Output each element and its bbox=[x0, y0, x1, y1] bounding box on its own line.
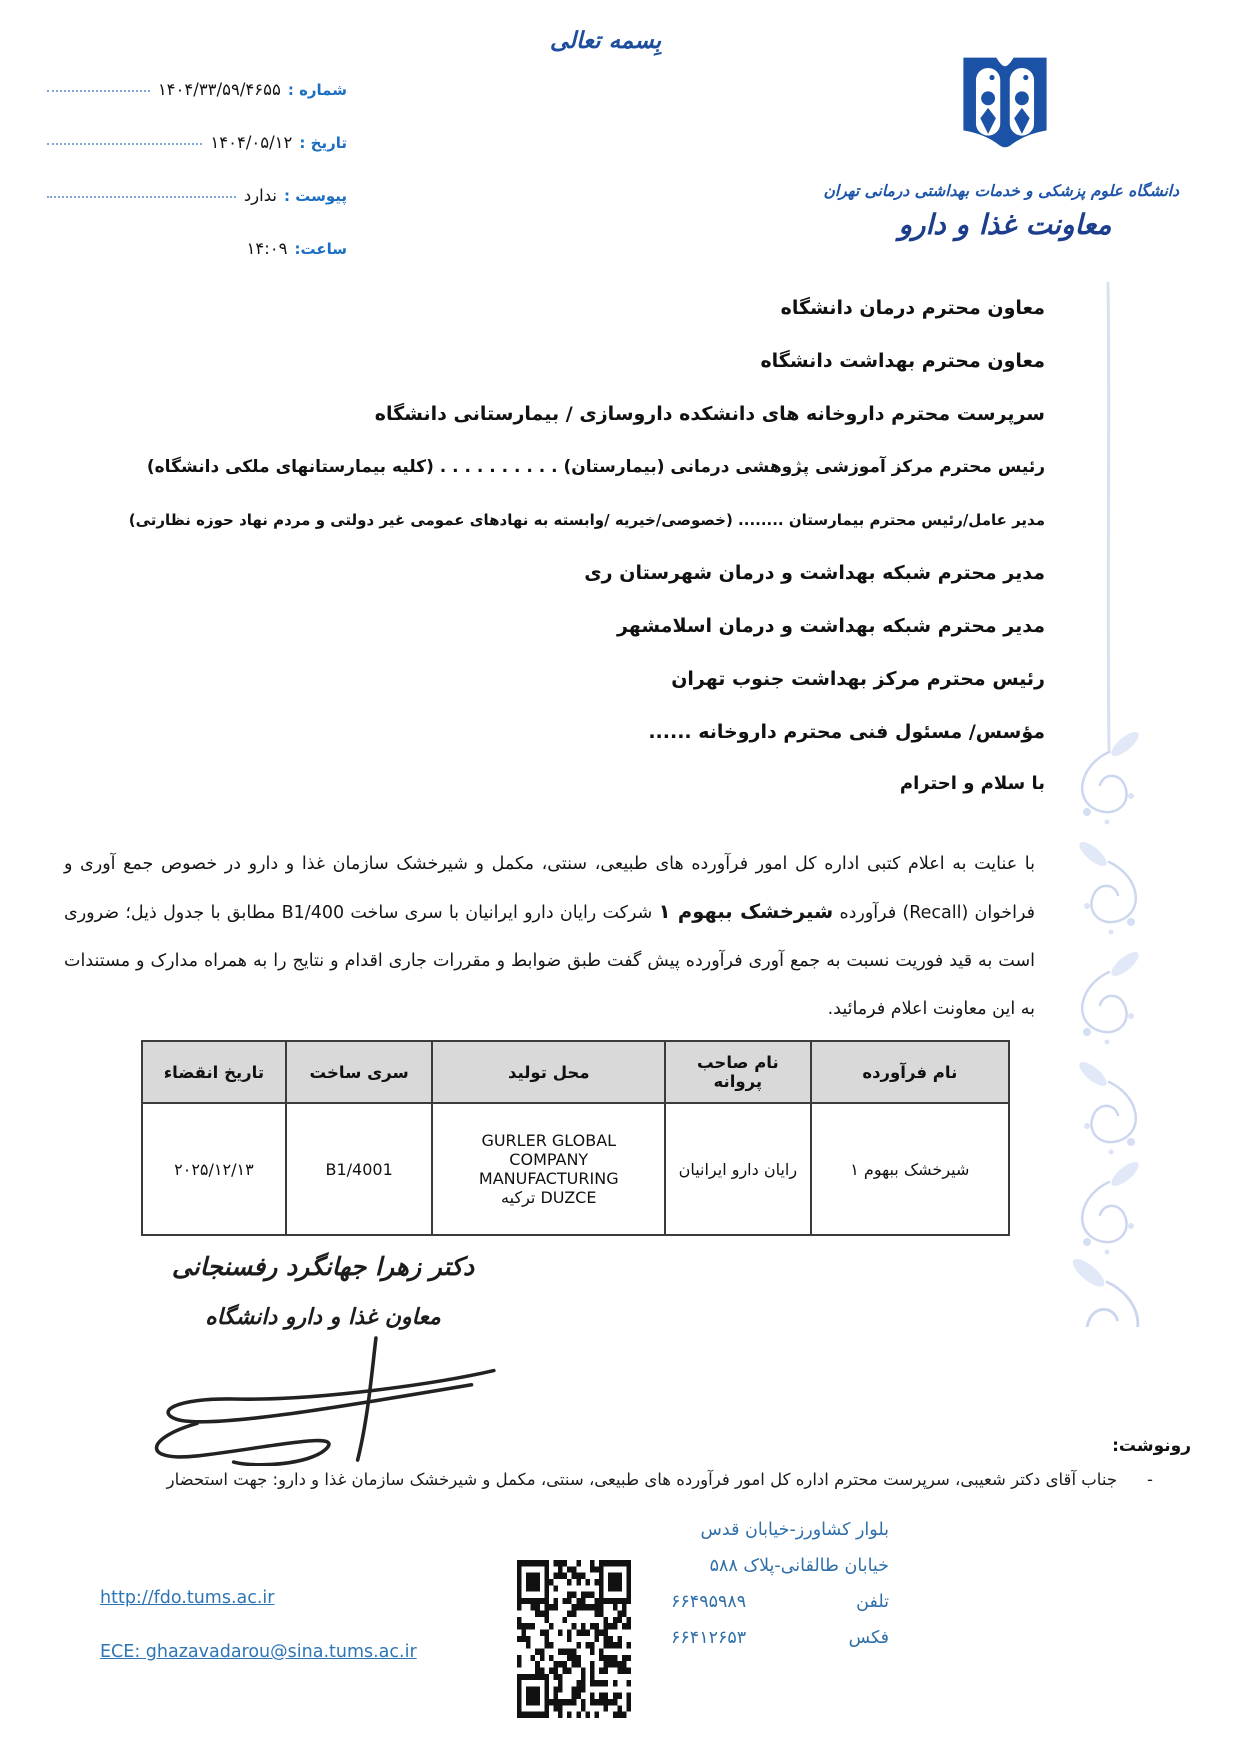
recipient-line: معاون محترم درمان دانشگاه bbox=[780, 297, 1045, 319]
meta-row-date bbox=[45, 133, 347, 157]
dotted-line bbox=[47, 196, 236, 198]
meta-row-number bbox=[45, 80, 347, 104]
cell-batch-number: B1/4001 bbox=[286, 1103, 433, 1235]
cell-production-site: GURLER GLOBAL COMPANY MANUFACTURING DUZCE ترکیه bbox=[432, 1103, 665, 1235]
recipient-line: معاون محترم بهداشت دانشگاه bbox=[760, 350, 1045, 372]
signer-name: دکتر زهرا جهانگرد رفسنجانی bbox=[171, 1252, 475, 1281]
meta-row-time bbox=[45, 239, 347, 263]
signature-scribble bbox=[136, 1330, 502, 1466]
col-product-name: نام فرآورده bbox=[811, 1041, 1009, 1103]
recipient-line: مؤسس/ مسئول فنی محترم داروخانه ...... bbox=[648, 721, 1045, 743]
col-production-site: محل تولید bbox=[432, 1041, 665, 1103]
recipients-list bbox=[55, 296, 1045, 794]
signature-block bbox=[128, 1252, 518, 1330]
time-value: ۱۴:۰۹ bbox=[246, 239, 288, 258]
university-logo-icon bbox=[953, 46, 1057, 168]
table-row bbox=[142, 1103, 1009, 1235]
product-name-emphasis: شیرخشک ببهوم ۱ bbox=[658, 899, 834, 923]
footer-address bbox=[671, 1512, 889, 1656]
col-batch-number: سری ساخت bbox=[286, 1041, 433, 1103]
cc-label: رونوشت: bbox=[1112, 1436, 1191, 1456]
attachment-value: ندارد bbox=[243, 186, 277, 205]
number-value: ۱۴۰۴/۳۳/۵۹/۴۶۵۵ bbox=[157, 80, 281, 99]
website-link[interactable]: http://fdo.tums.ac.ir bbox=[100, 1588, 275, 1608]
besmele-text: بِسمه تعالی bbox=[549, 28, 662, 54]
number-label: شماره : bbox=[287, 81, 347, 99]
col-license-holder: نام صاحب پروانه bbox=[665, 1041, 811, 1103]
cc-item-text: جناب آقای دکتر شعیبی، سرپرست محترم اداره کل امور فرآورده های طبیعی، سنتی، مکمل و شیرخشک سازمان غذا و دارو: جهت استحضار bbox=[166, 1470, 1118, 1489]
floral-ornament bbox=[1053, 282, 1165, 1327]
body-paragraph bbox=[64, 840, 1035, 1033]
table-header-row bbox=[142, 1041, 1009, 1103]
col-expiry-date: تاریخ انقضاء bbox=[142, 1041, 286, 1103]
fax-label: فکس bbox=[848, 1628, 889, 1648]
letter-meta-fields bbox=[45, 80, 347, 292]
dotted-line bbox=[47, 143, 202, 145]
address-line-2: خیابان طالقانی-پلاک ۵۸۸ bbox=[709, 1556, 889, 1576]
dotted-line bbox=[47, 90, 150, 92]
fax-number: ۶۶۴۱۲۶۵۳ bbox=[671, 1628, 747, 1648]
recall-table bbox=[141, 1040, 1010, 1236]
body-text: با عنایت به اعلام کتبی اداره کل امور فرآورده های طبیعی، سنتی، مکمل و شیرخشک سازمان غذا و دارو در خصوص جمع آوری و فراخوان (Recall) فرآورده bbox=[64, 853, 1035, 923]
fax-row bbox=[671, 1620, 889, 1656]
date-label: تاریخ : bbox=[299, 134, 347, 152]
recipient-line: مدیر محترم شبکه بهداشت و درمان شهرستان ری bbox=[584, 562, 1045, 584]
signer-title: معاون غذا و دارو دانشگاه bbox=[205, 1305, 441, 1330]
attachment-label: پیوست : bbox=[283, 187, 347, 205]
recipient-line: رئیس محترم مرکز بهداشت جنوب تهران bbox=[671, 668, 1045, 690]
cc-dash: - bbox=[1147, 1470, 1153, 1489]
deputy-name: معاونت غذا و دارو bbox=[898, 208, 1112, 241]
cell-license-holder: رایان دارو ایرانیان bbox=[665, 1103, 811, 1235]
recipient-line: رئیس محترم مرکز آموزشی پژوهشی درمانی (بیمارستان) . . . . . . . . . . (کلیه بیمارستانهای ملکی دانشگاه) bbox=[146, 457, 1045, 477]
qr-code bbox=[517, 1560, 631, 1718]
address-line-1: بلوار کشاورز-خیابان قدس bbox=[700, 1520, 889, 1540]
cell-expiry-date: ۲۰۲۵/۱۲/۱۳ bbox=[142, 1103, 286, 1235]
cc-item bbox=[38, 1470, 1191, 1489]
letterhead bbox=[823, 46, 1179, 241]
university-name: دانشگاه علوم پزشکی و خدمات بهداشتی درمانی تهران bbox=[823, 182, 1179, 200]
meta-row-attachment bbox=[45, 186, 347, 210]
recipient-line: سرپرست محترم داروخانه های دانشکده داروسازی / بیمارستانی دانشگاه bbox=[374, 403, 1045, 425]
footer-links bbox=[100, 1588, 417, 1696]
phone-label: تلفن bbox=[856, 1592, 889, 1612]
recipient-line: مدیر محترم شبکه بهداشت و درمان اسلامشهر bbox=[616, 615, 1045, 637]
body-text: شرکت رایان دارو ایرانیان با سری ساخت B1/400 مطابق با جدول ذیل؛ ضروری است به قید فوریت نسبت به جمع آوری فرآورده پیش گفت طبق ضوابط و مقررات جاری اقدام و نتایج را به همراه مدارک و مستندات به این معاونت اعلام فرمائید. bbox=[64, 902, 1035, 1019]
cell-product-name: شیرخشک ببهوم ۱ bbox=[811, 1103, 1009, 1235]
time-label: ساعت: bbox=[294, 240, 347, 258]
salutation: با سلام و احترام bbox=[899, 773, 1045, 794]
date-value: ۱۴۰۴/۰۵/۱۲ bbox=[210, 133, 293, 152]
recipient-line: مدیر عامل/رئیس محترم بیمارستان ........ (خصوصی/خیریه /وابسته به نهادهای عمومی غیر دولتی و مردم نهاد حوزه نظارتی) bbox=[128, 511, 1045, 529]
email-link[interactable]: ECE: ghazavadarou@sina.tums.ac.ir bbox=[100, 1642, 417, 1662]
phone-number: ۶۶۴۹۵۹۸۹ bbox=[671, 1592, 747, 1612]
phone-row bbox=[671, 1584, 889, 1620]
